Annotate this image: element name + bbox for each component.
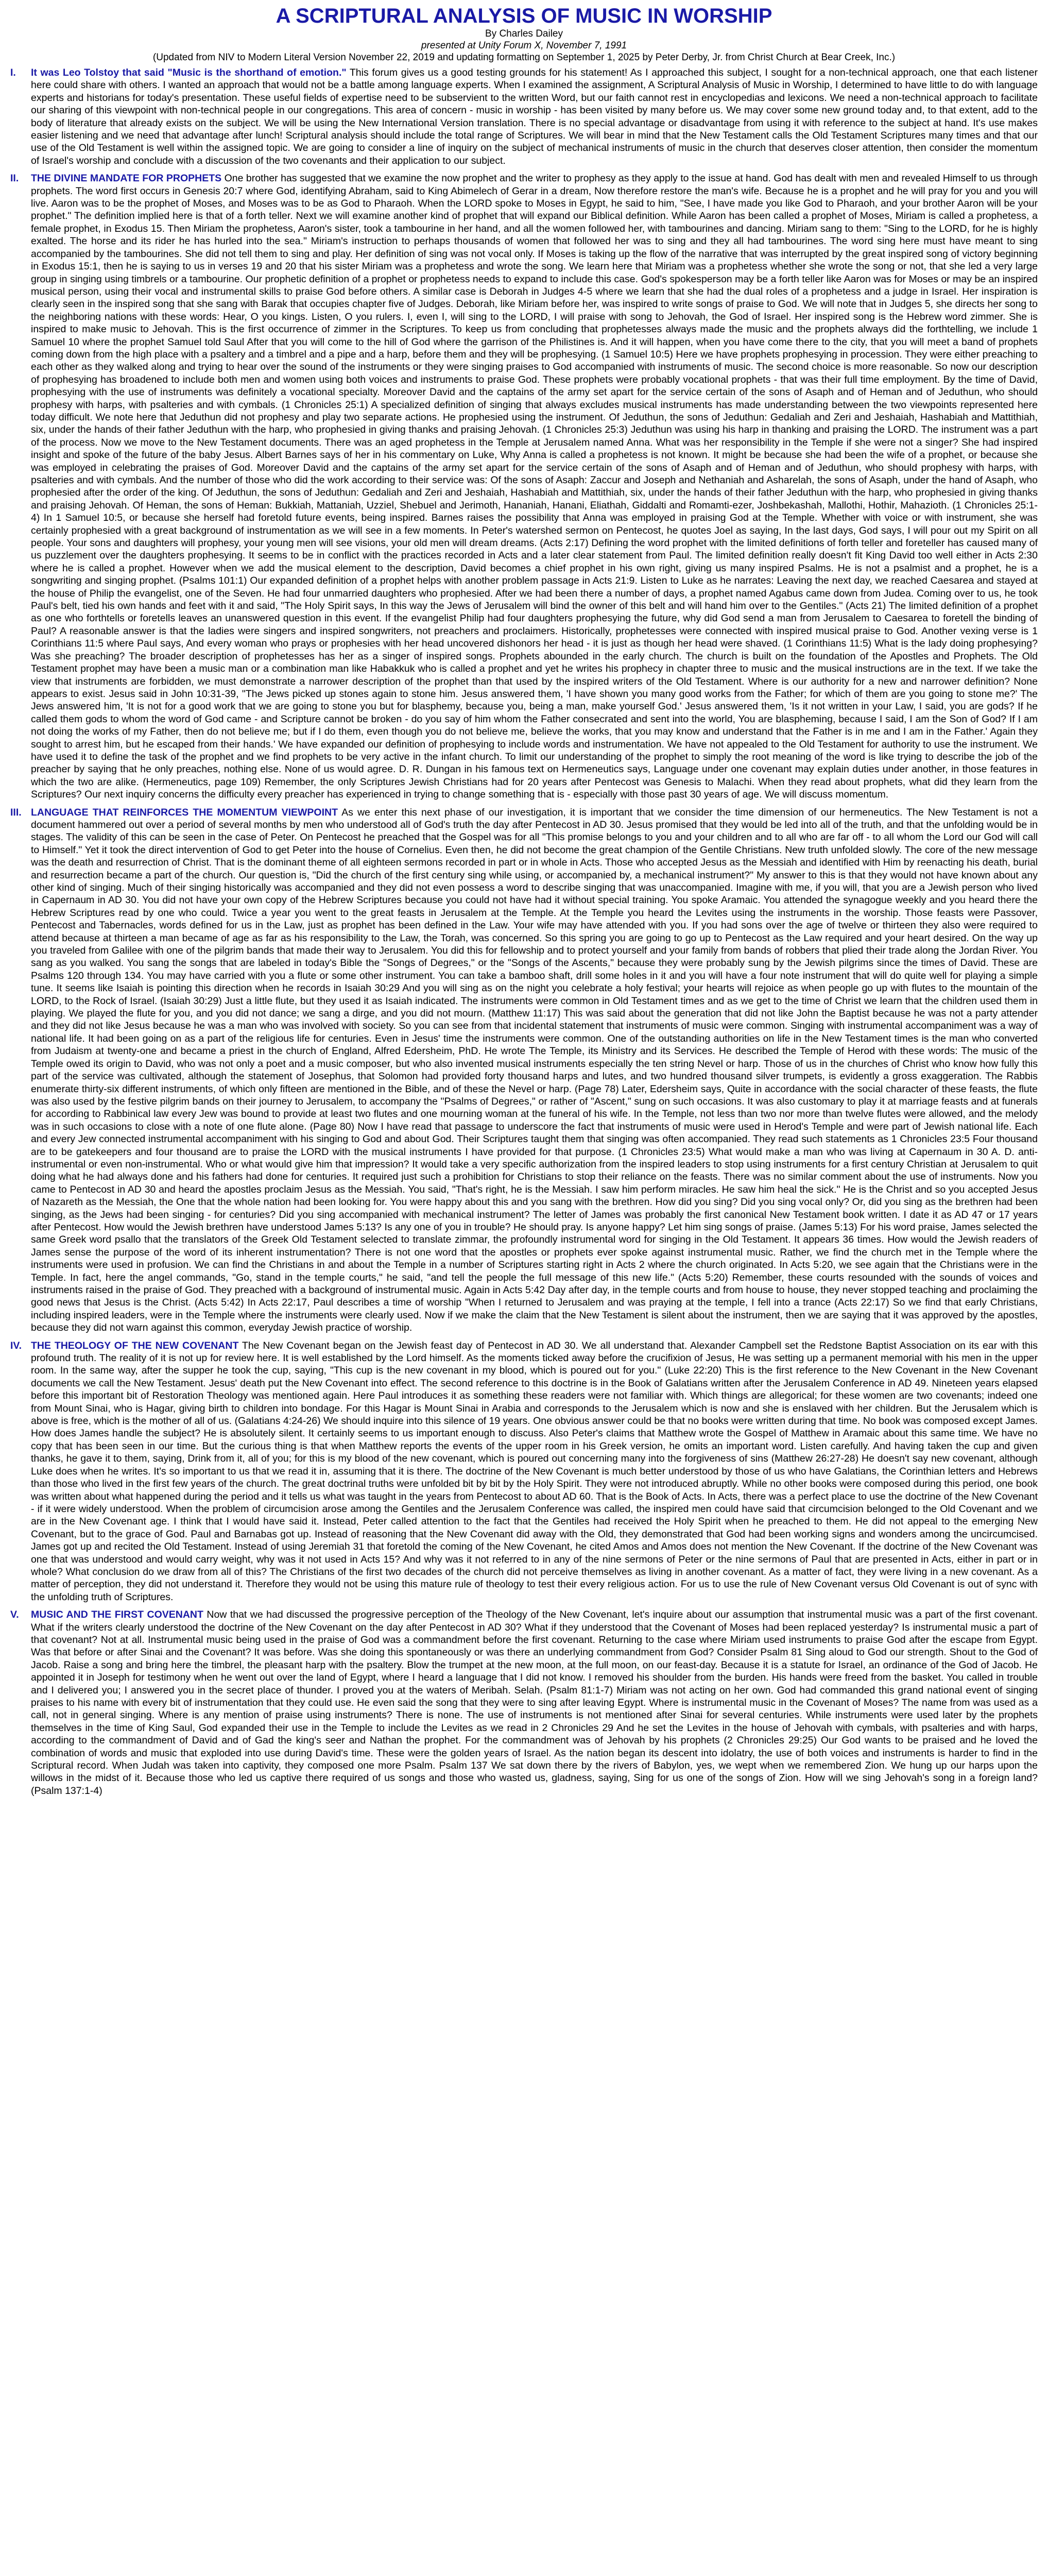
- section-1: [10, 66, 1038, 167]
- section-5: [10, 1608, 1038, 1797]
- section-2: [10, 172, 1038, 801]
- section-text: The New Covenant began on the Jewish feast day of Pentecost in AD 30. We all understand that. Alexander Campbell set the Redstone Baptist Association on its ear with this profound truth. The reality of it is not up for review here. It is well established by the Lord himself. As the moments ticked away before the crucifixion of Jesus, He was setting up a permanent memorial with his men in the upper room. In the same way, after the supper he took the cup, saying, "This cup is the new covenant in my blood, which is poured out for you." (Luke 22:20) This is the first reference to the New Covenant in the New Covenant documents we call the New Testament. Jesus' death put the New Covenant into effect. The second reference to this doctrine is in the Book of Galatians written after the Jerusalem Conference in AD 49. Nineteen years elapsed before this important bit of Restoration Theology was mentioned again. Here Paul introduces it as something these readers were not familiar with. Which things are allegorical; for these women are two covenants; indeed one from Mount Sinai, who is Hagar, giving birth to children into bondage. For this Hagar is Mount Sinai in Arabia and corresponds to the Jerusalem which is now and she is enslaved with her children. But the Jerusalem which is above is free, which is the mother of all of us. (Galatians 4:24-26) We should inquire into this silence of 19 years. One obvious answer could be that no books were written during that time. No book was composed except James. How does James handle the subject? He is absolutely silent. It certainly seems to us important enough to discuss. Also Peter's claims that Matthew wrote the Gospel of Matthew in Aramaic about this same time. We have no copy that has been seen in our time. But the curious thing is that when Matthew reports the events of the upper room in his Greek version, he omits an important word. Listen carefully. And having taken the cup and given thanks, he gave it to them, saying, Drink from it, all of you; for this is my blood of the new covenant, which is poured out concerning many into the forgiveness of sins (Matthew 26:27-28) He doesn't say new covenant, although Luke does when he writes. It's so important to us that we read it in, assuming that it is there. The doctrine of the New Covenant is much better understood by those of us who have Galatians, the Corinthian letters and Hebrews than those who lived in the first few years of the church. The great doctrinal truths were unfolded bit by bit by the Holy Spirit. They were not introduced abruptly. While no other books were composed during this period, one book was written about what happened during the period and it tells us what was taught in the years from Pentecost to about AD 60. That is the Book of Acts. In Acts, there was a perfect place to use the doctrine of the New Covenant - if it were widely understood. When the problem of circumcision arose among the Gentiles and the Jerusalem Conference was called, the inspired men could have said that circumcision belonged to the Old Covenant and we are in the New Covenant age. I think that I would have said it. Instead, Peter called attention to the fact that the Gentiles had received the Holy Spirit when he preached to them. He did not appeal to the emerging New Covenant, but to the grace of God. Paul and Barnabas got up. Instead of reasoning that the New Covenant did away with the Old, they demonstrated that God had been working signs and wonders among the uncircumcised. James got up and recited the Old Testament. Instead of using Jeremiah 31 that foretold the coming of the New Covenant, he cited Amos and Amos does not mention the New Covenant. If the doctrine of the New Covenant was one that was understood and would carry weight, why was it not used in Acts 15? And why was it not referred to in any of the nine sermons of Peter or the nine sermons of Paul that are presented in Acts, either in part or in whole? What conclusion do we draw from all of this? The Christians of the first two decades of the church did not perceive themselves as living in another covenant. As a matter of fact, they were living in a new covenant. As a matter of perception, they did not understand it. Therefore they would not be using this mature rule of theology to test their every religious action. For us to use the rule of New Covenant versus Old Covenant is out of sync with the unfolding truth of Scriptures.: [31, 1340, 1038, 1603]
- updated-line: (Updated from NIV to Modern Literal Version November 22, 2019 and updating formatting on September 1, 2025 by Peter Derby, Jr. from Christ Church at Bear Creek, Inc.): [152, 52, 896, 63]
- presented-line: presented at Unity Forum X, November 7, 1991: [421, 40, 627, 51]
- section-lead: It was Leo Tolstoy that said "Music is the shorthand of emotion.": [31, 67, 347, 78]
- section-body: [31, 172, 1038, 801]
- section-heading: MUSIC AND THE FIRST COVENANT: [31, 1609, 203, 1621]
- section-text: This forum gives us a good testing grounds for his statement! As I approached this subject, I sought for a non-technical approach, one that each listener here could share with others. I wanted an approach that would not be a battle among language experts. When I examined the assignment, A Scriptural Analysis of Music in Worship, I determined to have little to do with language experts and historians for today's presentation. These useful fields of expertise need to be subservient to the written Word, but our faith cannot rest in encyclopedias and lexicons. We need a non-technical approach to facilitate our sharing of this viewpoint with non-technical people in our congregations. This area of concern - music in worship - has been visited by many before us. We may cover some new ground today and, to that extent, add to the body of literature that already exists on the subject. We will be using the New International Version translation. There is no special advantage or disadvantage from using it with reference to the subject at hand. It's use makes easier listening and we need that advantage after lunch! Scriptural analysis should include the total range of Scriptures. We will bear in mind that the New Testament calls the Old Testament Scriptures many times and that our use of the Old Testament is well within the assigned topic. We are going to consider a line of inquiry on the subject of mechanical instruments of music in the church that deserves closer attention, then consider the momentum of Israel's worship and conclude with a discussion of the two covenants and their application to our subject.: [31, 67, 1038, 166]
- section-number: V.: [10, 1609, 19, 1621]
- section-body: [31, 1340, 1038, 1604]
- section-heading: LANGUAGE THAT REINFORCES THE MOMENTUM VIEWPOINT: [31, 806, 338, 818]
- section-number: I.: [10, 67, 16, 78]
- section-text: As we enter this next phase of our investigation, it is important that we consider the time dimension of our hermeneutics. The New Testament is not a document hammered out over a period of several months by men who understood all of God's truth the day after Pentecost in AD 30. Jesus promised that they would be led into all of the truth, and that the unfolding would be in stages. The validity of this can be seen in the case of Peter. On Pentecost he preached that the Gospel was for all "This promise belongs to you and your children and to all who are far off - to all whom the Lord our God will call to Himself." Yet it took the direct intervention of God to get Peter into the house of Cornelius. Even then, he did not become the great champion of the Gentile Christians. New truth unfolded slowly. The core of the new message was the death and resurrection of Christ. That is the dominant theme of all eighteen sermons recorded in part or in whole in Acts. Those who accepted Jesus as the Messiah and identified with Him by reenacting his death, burial and resurrection became a part of the church. Our question is, "Did the church of the first century sing while using, or accompanied by, a mechanical instrument?" My answer to this is that they would not have known about any other kind of singing. Much of their singing historically was accompanied and they did not even possess a word to describe singing that was unaccompanied. Imagine with me, if you will, that you are a Jewish person who lived in Capernaum in AD 30. You did not have your own copy of the Hebrew Scriptures because you could not have had it without special training. You spoke Aramaic. You attended the synagogue weekly and you heard there the Hebrew Scriptures read by one who could. Twice a year you went to the great feasts in Jerusalem at the Temple. At the Temple you heard the Levites using the instruments in the worship. Those feasts were Passover, Pentecost and Tabernacles, words defined for us in the Law, just as prophet has been defined in the Law. Your wife may have attended with you. If you had sons over the age of twelve or thirteen they also were required to attend because at thirteen a man became of age as far as his responsibility to the Law, the Torah, was concerned. So this spring you are going to go up to Pentecost as the Law required and your heart desired. On the way up you traveled from Galilee with one of the pilgrim bands that made their way to Jerusalem. You did this for fellowship and to protect yourself and your family from bands of robbers that plied their trade along the Jordan River. You sang as you walked. You sang the songs that are labeled in today's Bible the "Songs of Degrees," or the "Songs of the Ascents," because they were probably sung by the Jewish pilgrims since the times of David. These are Psalms 120 through 134. You may have carried with you a flute or some other instrument. You can take a bamboo shaft, drill some holes in it and you will have a four note instrument that will do quite well for playing a simple tune. It seems like Isaiah is pointing this direction when he records in Isaiah 30:29 And you will sing as on the night you celebrate a holy festival; your hearts will rejoice as when people go up with flutes to the mountain of the LORD, to the Rock of Israel. (Isaiah 30:29) Just a little flute, but they used it as Isaiah indicated. The instruments were common in Old Testament times and as we get to the time of Christ we learn that the children used them in playing. We played the flute for you, and you did not dance; we sang a dirge, and you did not mourn. (Matthew 11:17) This was said about the generation that did not like John the Baptist because he was not a party attender and they did not like Jesus because he was a man who was involved with society. So you can see from that incidental statement that instruments of music were common. Singing with instrumental accompaniment was a way of national life. It had been going on as a part of the religious life for centuries. Even in Jesus' time the instruments were common. One of the outstanding authorities on life in the New Testament times is the man who converted from Judaism at twenty-one and became a priest in the church of England, Alfred Edersheim, PhD. He wrote The Temple, its Ministry and its Services. He described the Temple of Herod with these words: The music of the Temple owed its origin to David, who was not only a poet and a music composer, but who also invented musical instruments especially the ten string Nevel or harp. Those of us in the churches of Christ who know how fully this part of the service was cultivated, although the statement of Josephus, that Solomon had provided forty thousand harps and lutes, and two hundred thousand silver trumpets, is evidently a gross exaggeration. The Rabbis enumerate thirty-six different instruments, of which only fifteen are mentioned in the Bible, and of these the Nevel or harp. (Page 78) Later, Edersheim says, Quite in accordance with the social character of these feasts, the flute was also used by the festive pilgrim bands on their journey to Jerusalem, to accompany the "Psalms of Degrees," or rather of "Ascent," sung on such occasions. It was also customary to play it at marriage feasts and at funerals for according to Rabbinical law every Jew was bound to provide at least two flutes and one mourning woman at the funeral of his wife. In the Temple, not less than two nor more than twelve flutes were allowed, and the melody was in such occasions to close with a note of one flute alone. (Page 80) Now I have read that passage to underscore the fact that instruments of music were used in Herod's Temple and were part of Jewish national life. Each and every Jew connected instrumental accompaniment with his singing to God and about God. Their Scriptures taught them that singing was often accompanied. They read such statements as 1 Chronicles 23:5 Four thousand are to be gatekeepers and four thousand are to praise the LORD with the musical instruments I have provided for that purpose. (1 Chronicles 23:5) What would make a man who was living at Capernaum in 30 A. D. anti-instrumental or even non-instrumental. Who or what would give him that impression? It would take a very specific authorization from the inspired leaders to stop using instruments for a first century Christian at Jerusalem to quit doing what he had always done and his fathers had done for centuries. It required just such a prohibition for Christians to stop their reliance on the feasts. There was no similar comment about the use of instruments. Now you came to Pentecost in AD 30 and heard the apostles proclaim Jesus as the Messiah. You said, "That's right, he is the Messiah. I saw him perform miracles. He saw him heal the sick." He is the Christ and so you accepted Jesus of Nazareth as the Messiah, the One that the whole nation had been looking for. You were happy about this and you sang with the brethren. How did you sing? Did you sing vocal only? Or, did you sing as the brethren had been singing, as the Jews had been singing - for centuries? Did you sing accompanied with mechanical instrument? The letter of James was probably the first canonical New Testament book written. I date it as AD 47 or 17 years after Pentecost. How would the Jewish brethren have understood James 5:13? Is any one of you in trouble? He should pray. Is anyone happy? Let him sing songs of praise. (James 5:13) For his word praise, James selected the same Greek word psallo that the translators of the Greek Old Testament selected to translate zimmar, the profoundly instrumental word for singing in the Old Testament. It appears 36 times. How would the Jewish readers of James sense the purpose of the word of its inherent instrumentation? There is not one word that the apostles or prophets ever spoke against instrumental music. Rather, we find the church met in the Temple where the instruments were used in profusion. We can find the Christians in and about the Temple in a number of Scriptures starting right in Acts 2 where the church originated. In Acts 5:20, we see again that the Christians were in the Temple. In fact, here the angel commands, "Go, stand in the temple courts," he said, "and tell the people the full message of this new life." (Acts 5:20) Remember, these courts resounded with the sounds of voices and instruments raised in the praise of God. They preached with a background of instrumental music. Again in Acts 5:42 Day after day, in the temple courts and from house to house, they never stopped teaching and proclaiming the good news that Jesus is the Christ. (Acts 5:42) In Acts 22:17, Paul describes a time of worship "When I returned to Jerusalem and was praying at the temple, I fell into a trance (Acts 22:17) So we find that early Christians, including inspired leaders, were in the Temple where the instruments were clearly used. Now if we make the claim that the New Testament is silent about the instrument, then we are saying that it was approved by the apostles, because they did not warn against this common, everyday Jewish practice of worship.: [31, 806, 1038, 1334]
- section-body: [31, 66, 1038, 167]
- section-number: III.: [10, 806, 22, 818]
- author-line: By Charles Dailey: [485, 28, 563, 39]
- section-3: [10, 806, 1038, 1334]
- section-heading: THE THEOLOGY OF THE NEW COVENANT: [31, 1340, 239, 1351]
- section-text: One brother has suggested that we examine the now prophet and the writer to prophesy as they apply to the issue at hand. God has dealt with men and revealed Himself to us through prophets. The word first occurs in Genesis 20:7 where God, identifying Abraham, said to King Abimelech of Gerar in a dream, Now therefore restore the man's wife. Because he is a prophet and he will pray for you and you will live. Aaron was to be the prophet of Moses, and Moses was to be as God to Pharaoh. When the LORD spoke to Moses in Egypt, he said to him, "See, I have made you like God to Pharaoh, and your brother Aaron will be your prophet." The definition implied here is that of a forth teller. Next we will examine another kind of prophet that will expand our Biblical definition. While Aaron has been called a prophet of Moses, Miriam is called a prophetess, a female prophet, in Exodus 15. Then Miriam the prophetess, Aaron's sister, took a tambourine in her hand, and all the women followed her, with tambourines and dancing. Miriam sang to them: "Sing to the LORD, for he is highly exalted. The horse and its rider he has hurled into the sea." Miriam's instruction to perhaps thousands of women that followed her was to sing and they all had tambourines. The word sing here must have meant to sing accompanied by the tambourines. She did not tell them to sing and play. Her definition of sing was not vocal only. If Moses is taking up the flow of the narrative that was interrupted by the great inspired song of victory beginning in Exodus 15:1, then he is saying to us in verses 19 and 20 that his sister Miriam was a prophetess and wrote the song. We learn here that Miriam was a prophetess whether she wrote the song or not, that she led a very large group in singing using timbrels or a tambourine. Our prophetic definition of a prophet or prophetess needs to expand to include this case. God's spokesperson may be a forth teller like Aaron was for Moses or may be an inspired musical person, using their vocal and instrumental skills to praise God before others. A similar case is Deborah in Judges 4-5 where we learn that she had the dual roles of a prophetess and a judge in Israel. Her inspiration is clearly seen in the inspired song that she sang with Barak that occupies chapter five of Judges. Deborah, like Miriam before her, was inspired to write songs of praise to God. We will note that in Judges 5, she directs her song to the neighboring nations with these words: Hear, O you kings. Listen, O you rulers. I, even I, will sing to the LORD, I will praise with song to Jehovah, the God of Israel. Her inspired song is the Hebrew word zimmer. She is inspired to make music to Jehovah. This is the first occurrence of zimmer in the Scriptures. To keep us from concluding that prophetesses always made the music and the prophets always did the forthtelling, we include 1 Samuel 10 where the prophet Samuel told Saul After that you will come to the hill of God where the garrison of the Philistines is. And it will happen, when you have come there to the city, that you will meet a band of prophets coming down from the high place with a psaltery and a timbrel and a pipe and a harp, before them and they will be prophesying. (1 Samuel 10:5) Here we have prophets prophesying in procession. They were either preaching to each other as they walked along and trying to hear over the sound of the instruments or they were singing praises to God accompanied with instruments of music. The second choice is more reasonable. So now our description of prophesying has broadened to include both men and women using both voices and instruments to praise God. These prophets were probably vocational prophets - that was their full time employment. By the time of David, prophesying with the use of instruments was definitely a vocational specialty. Moreover David and the captains of the army set apart for the service certain of the sons of Asaph and of Heman and of Jeduthun, who should prophesy with harps, with psalteries and with cymbals. (1 Chronicles 25:1) A specialized definition of singing that always excludes musical instruments has made understanding between the two viewpoints represented here today difficult. We note here that Jeduthun did not prophesy and play two separate actions. He prophesied using the instrument. Of Jeduthun, the sons of Jeduthun: Gedaliah and Zeri and Jeshaiah, Hashabiah and Mattithiah, six, under the hands of their father Jeduthun with the harp, who prophesied in giving thanks and praising Jehovah. (1 Chronicles 25:3) Jeduthun was using his harp in thanking and praising the LORD. The instrument was a part of the process. Now we move to the New Testament documents. There was an aged prophetess in the Temple at Jerusalem named Anna. What was her responsibility in the Temple if she were not a singer? She had inspired insight and spoke of the future of the baby Jesus. Albert Barnes says of her in his commentary on Luke, Why Anna is called a prophetess is not known. It might be because she had been the wife of a prophet, or because she was employed in celebrating the praises of God. Moreover David and the captains of the army set apart for the service certain of the sons of Asaph and of Heman and of Jeduthun, who should prophesy with harps, with psalteries and with cymbals. And the number of those who did the work according to their service was: Of the sons of Asaph: Zaccur and Joseph and Nethaniah and Asharelah, the sons of Asaph, under the hand of Asaph, who prophesied after the order of the king. Of Jeduthun, the sons of Jeduthun: Gedaliah and Zeri and Jeshaiah, Hashabiah and Mattithiah, six, under the hands of their father Jeduthun with the harp, who prophesied in giving thanks and praising Jehovah. Of Heman, the sons of Heman: Bukkiah, Mattaniah, Uzziel, Shebuel and Jerimoth, Hananiah, Hanani, Eliathah, Giddalti and Romamti-ezer, Joshbekashah, Mallothi, Hothir, Mahazioth. (1 Chronicles 25:1-4) In 1 Samuel 10:5, or because she herself had foretold future events, being inspired. Barnes raises the possibility that Anna was employed in praising God at the Temple. Whether with voice or with instrument, she was certainly prophesied with a great background of instrumentation as we will see in a few moments. In Peter's watershed sermon on Pentecost, he quotes Joel as saying, In the last days, God says, I will pour out my Spirit on all people. Your sons and daughters will prophesy, your young men will see visions, your old men will dream dreams. (Acts 2:17) Defining the word prophet with the limited definitions of forth teller and foreteller has caused many of us puzzlement over the daughters prophesying. It seems to be in conflict with the practices recorded in Acts and a later clear statement from Paul. The limited definition really doesn't fit King David too well either in Acts 2:30 where he is called a prophet. However when we add the musical element to the description, David becomes a chief prophet in his own right, giving us many inspired Psalms. He is not a psalmist and a prophet, he is a songwriting and singing prophet. (Psalms 101:1) Our expanded definition of a prophet helps with another problem passage in Acts 21:9. Listen to Luke as he narrates: Leaving the next day, we reached Caesarea and stayed at the house of Philip the evangelist, one of the Seven. He had four unmarried daughters who prophesied. After we had been there a number of days, a prophet named Agabus came down from Judea. Coming over to us, he took Paul's belt, tied his own hands and feet with it and said, "The Holy Spirit says, In this way the Jews of Jerusalem will bind the owner of this belt and will hand him over to the Gentiles." (Acts 21) The limited definition of a prophet as one who forthtells or foretells leaves an unanswered question in this event. If the evangelist Philip had four daughters prophesying the future, why did God send a man from Jerusalem to Caesarea to foretell the binding of Paul? A reasonable answer is that the ladies were singers and inspired songwriters, not preachers and proclaimers. Historically, prophetesses were connected with inspired musical praise to God. Another vexing verse is 1 Corinthians 11:5 where Paul says, And every woman who prays or prophesies with her head uncovered dishonors her head - it is just as though her head were shaved. (1 Corinthians 11:5) What is the lady doing prophesying? Was she preaching? The broader description of prophetesses has her as a singer of inspired songs. Prophets abounded in the early church. The church is built on the foundation of the Apostles and Prophets. The Old Testament prophet may have been a music man or a combination man like Habakkuk who is called a prophet and yet he writes his prophecy in chapter three to music and the musical instructions are in the text. If we take the view that instruments are forbidden, we must demonstrate a narrower description of the prophet than that used by the inspired writers of the Old Testament. Where is our authority for a new and narrower definition? None appears to exist. Jesus said in John 10:31-39, "The Jews picked up stones again to stone him. Jesus answered them, 'I have shown you many good works from the Father; for which of them are you going to stone me?' The Jews answered him, 'It is not for a good work that we are going to stone you but for blasphemy, because you, being a man, make yourself God.' Jesus answered them, 'Is it not written in your Law, I said, you are gods? If he called them gods to whom the word of God came - and Scripture cannot be broken - do you say of him whom the Father consecrated and sent into the world, You are blaspheming, because I said, I am the Son of God? If I am not doing the works of my Father, then do not believe me; but if I do them, even though you do not believe me, believe the works, that you may know and understand that the Father is in me and I am in the Father.' Again they sought to arrest him, but he escaped from their hands.' We have expanded our definition of prophesying to include words and instrumentation. We have not appealed to the Old Testament for authority to use the instrument. We have used it to define the task of the prophet and we find prophets to be very active in the infant church. To limit our understanding of the prophet to simply the root meaning of the word is like trying to describe the job of the preacher by saying that he only preaches, nothing else. None of us would agree. D. R. Dungan in his famous text on Hermeneutics says, Language under one covenant may explain duties under another, in those features in which the two are alike. (Hermeneutics, page 109) Remember, the only Scriptures Jewish Christians had for 20 years after Pentecost was Genesis to Malachi. When they read about prophets, what did they learn from the Scriptures? Our next inquiry concerns the difficulty every preacher has experienced in trying to change something that is - especially with those past 30 years of age. We will discuss momentum.: [31, 173, 1038, 801]
- section-heading: THE DIVINE MANDATE FOR PROPHETS: [31, 173, 222, 184]
- section-4: [10, 1340, 1038, 1604]
- document-title: A SCRIPTURAL ANALYSIS OF MUSIC IN WORSHIP: [276, 5, 772, 27]
- section-number: II.: [10, 173, 19, 184]
- section-text: Now that we had discussed the progressive perception of the Theology of the New Covenant, let's inquire about our assumption that instrumental music was a part of the first covenant. What if the writers clearly understood the doctrine of the New Covenant on the day after Pentecost in AD 30? What if they understood that the Covenant of Moses had been replaced yesterday? Is instrumental music a part of that covenant? Not at all. Instrumental music being used in the praise of God was a commandment before the first covenant. Returning to the case where Miriam used instruments to praise God after the escape from Egypt. Was that before or after Sinai and the Covenant? It was before. Was she doing this spontaneously or was there an underlying commandment from God? Consider Psalm 81 Sing aloud to God our strength. Shout to the God of Jacob. Raise a song and bring here the timbrel, the pleasant harp with the psaltery. Blow the trumpet at the new moon, at the full moon, on our feast-day. Because it is a statute for Israel, an ordinance of the God of Jacob. He appointed it in Joseph for testimony when he went out over the land of Egypt, where I heard a language that I did not know. I removed his shoulder from the burden. His hands were freed from the basket. You called in trouble and I delivered you; I answered you in the secret place of thunder. I proved you at the waters of Meribah. Selah. (Psalm 81:1-7) Miriam was not acting on her own. God had commanded this grand national event of singing praises to his name with every bit of instrumentation that they could use. He even said the song that they were to sing after leaving Egypt. Where is instrumental music in the Covenant of Moses? The name from was used as a call, not in general singing. Where is any mention of praise using instruments? There is none. The use of instruments is not mentioned after Sinai for several centuries. While instruments were used later by the prophets themselves in the time of King Saul, God expanded their use in the Temple to include the Levites as we read in 2 Chronicles 29 And he set the Levites in the house of Jehovah with cymbals, with psalteries and with harps, according to the commandment of David and of Gad the king's seer and Nathan the prophet. For the commandment was of Jehovah by his prophets (2 Chronicles 29:25) Our God wants to be praised and he loved the combination of words and music that exploded into use during David's time. These were the golden years of Israel. As the nation began its descent into idolatry, the use of both voices and instruments is harder to find in the Scriptural record. When Judah was taken into captivity, they composed one more Psalm. Psalm 137 We sat down there by the rivers of Babylon, yes, we wept when we remembered Zion. We hung up our harps upon the willows in the midst of it. Because those who led us captive there required of us songs and those who wasted us, gladness, saying, Sing for us one of the songs of Zion. How will we sing Jehovah's song in a foreign land? (Psalm 137:1-4): [31, 1609, 1038, 1797]
- section-body: [31, 806, 1038, 1334]
- section-number: IV.: [10, 1340, 22, 1351]
- section-body: [31, 1608, 1038, 1797]
